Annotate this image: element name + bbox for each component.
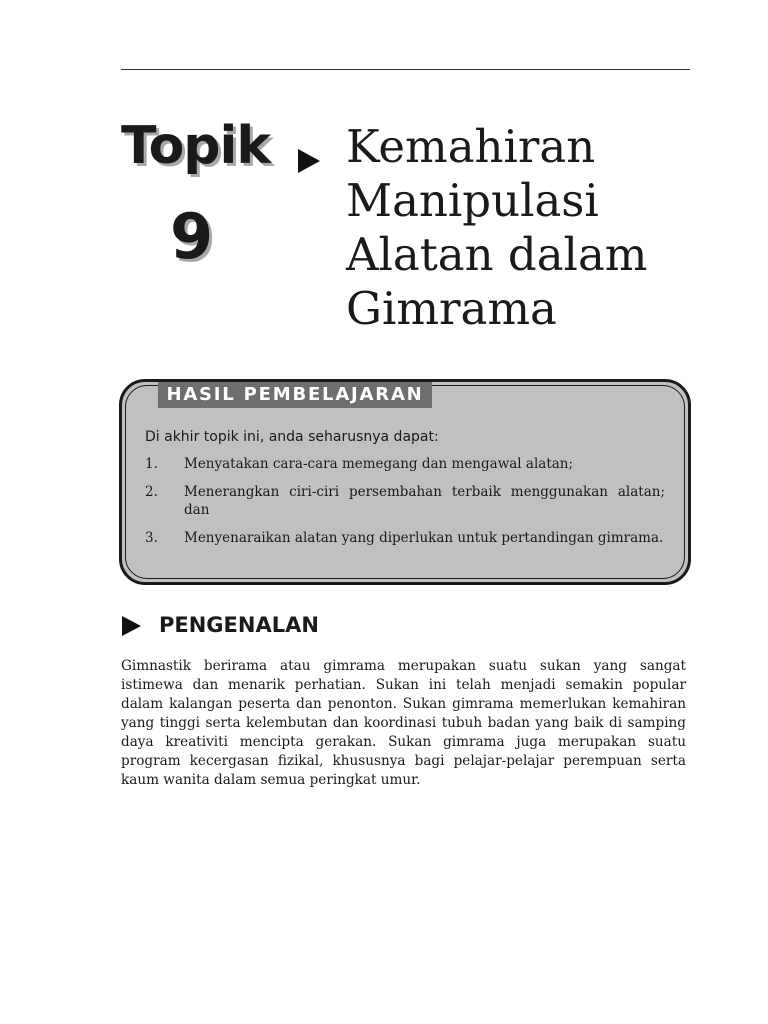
chapter-title: [346, 120, 686, 336]
paragraph-line: dalam kalangan peserta dan penonton. Sukan gimrama memerlukan kemahiran: [121, 696, 686, 712]
chapter-label: Topik: [121, 116, 270, 176]
list-item-text: Menerangkan ciri-ciri persembahan terbaik menggunakan alatan; dan: [184, 484, 665, 518]
list-item-text: Menyenaraikan alatan yang diperlukan untuk pertandingan gimrama.: [184, 530, 664, 546]
chapter-title-line: Alatan dalam: [346, 228, 648, 281]
learning-outcomes-list: [145, 455, 665, 557]
list-item-number: 1.: [145, 456, 158, 472]
paragraph-line: yang tinggi serta kelembutan dan koordinasi tubuh badan yang baik di samping: [121, 715, 686, 731]
list-item-number: 2.: [145, 484, 158, 500]
section-arrow-icon: [122, 616, 141, 636]
top-rule: [121, 69, 690, 70]
list-item: [145, 483, 665, 519]
paragraph-line: kaum wanita dalam semua peringkat umur.: [121, 772, 421, 788]
paragraph-line: Gimnastik berirama atau gimrama merupakan suatu sukan yang sangat: [121, 658, 686, 674]
title-arrow-icon: [298, 149, 320, 173]
chapter-title-line: Manipulasi: [346, 174, 599, 227]
list-item: [145, 455, 665, 473]
section-heading: PENGENALAN: [159, 613, 319, 637]
learning-outcomes-intro: Di akhir topik ini, anda seharusnya dapat:: [145, 429, 439, 445]
intro-paragraph: [121, 657, 686, 790]
chapter-number: 9: [170, 200, 214, 273]
learning-outcomes-heading: HASIL PEMBELAJARAN: [158, 382, 432, 408]
paragraph-line: daya kreativiti mencipta gerakan. Sukan gimrama juga merupakan suatu: [121, 734, 686, 750]
paragraph-line: program kecergasan fizikal, khususnya bagi pelajar-pelajar perempuan serta: [121, 753, 686, 769]
chapter-title-line: Kemahiran: [346, 120, 596, 173]
paragraph-line: istimewa dan menarik perhatian. Sukan ini telah menjadi semakin popular: [121, 677, 686, 693]
list-item-text: Menyatakan cara-cara memegang dan mengawal alatan;: [184, 456, 574, 472]
list-item: [145, 529, 665, 547]
chapter-title-line: Gimrama: [346, 282, 557, 335]
list-item-number: 3.: [145, 530, 158, 546]
